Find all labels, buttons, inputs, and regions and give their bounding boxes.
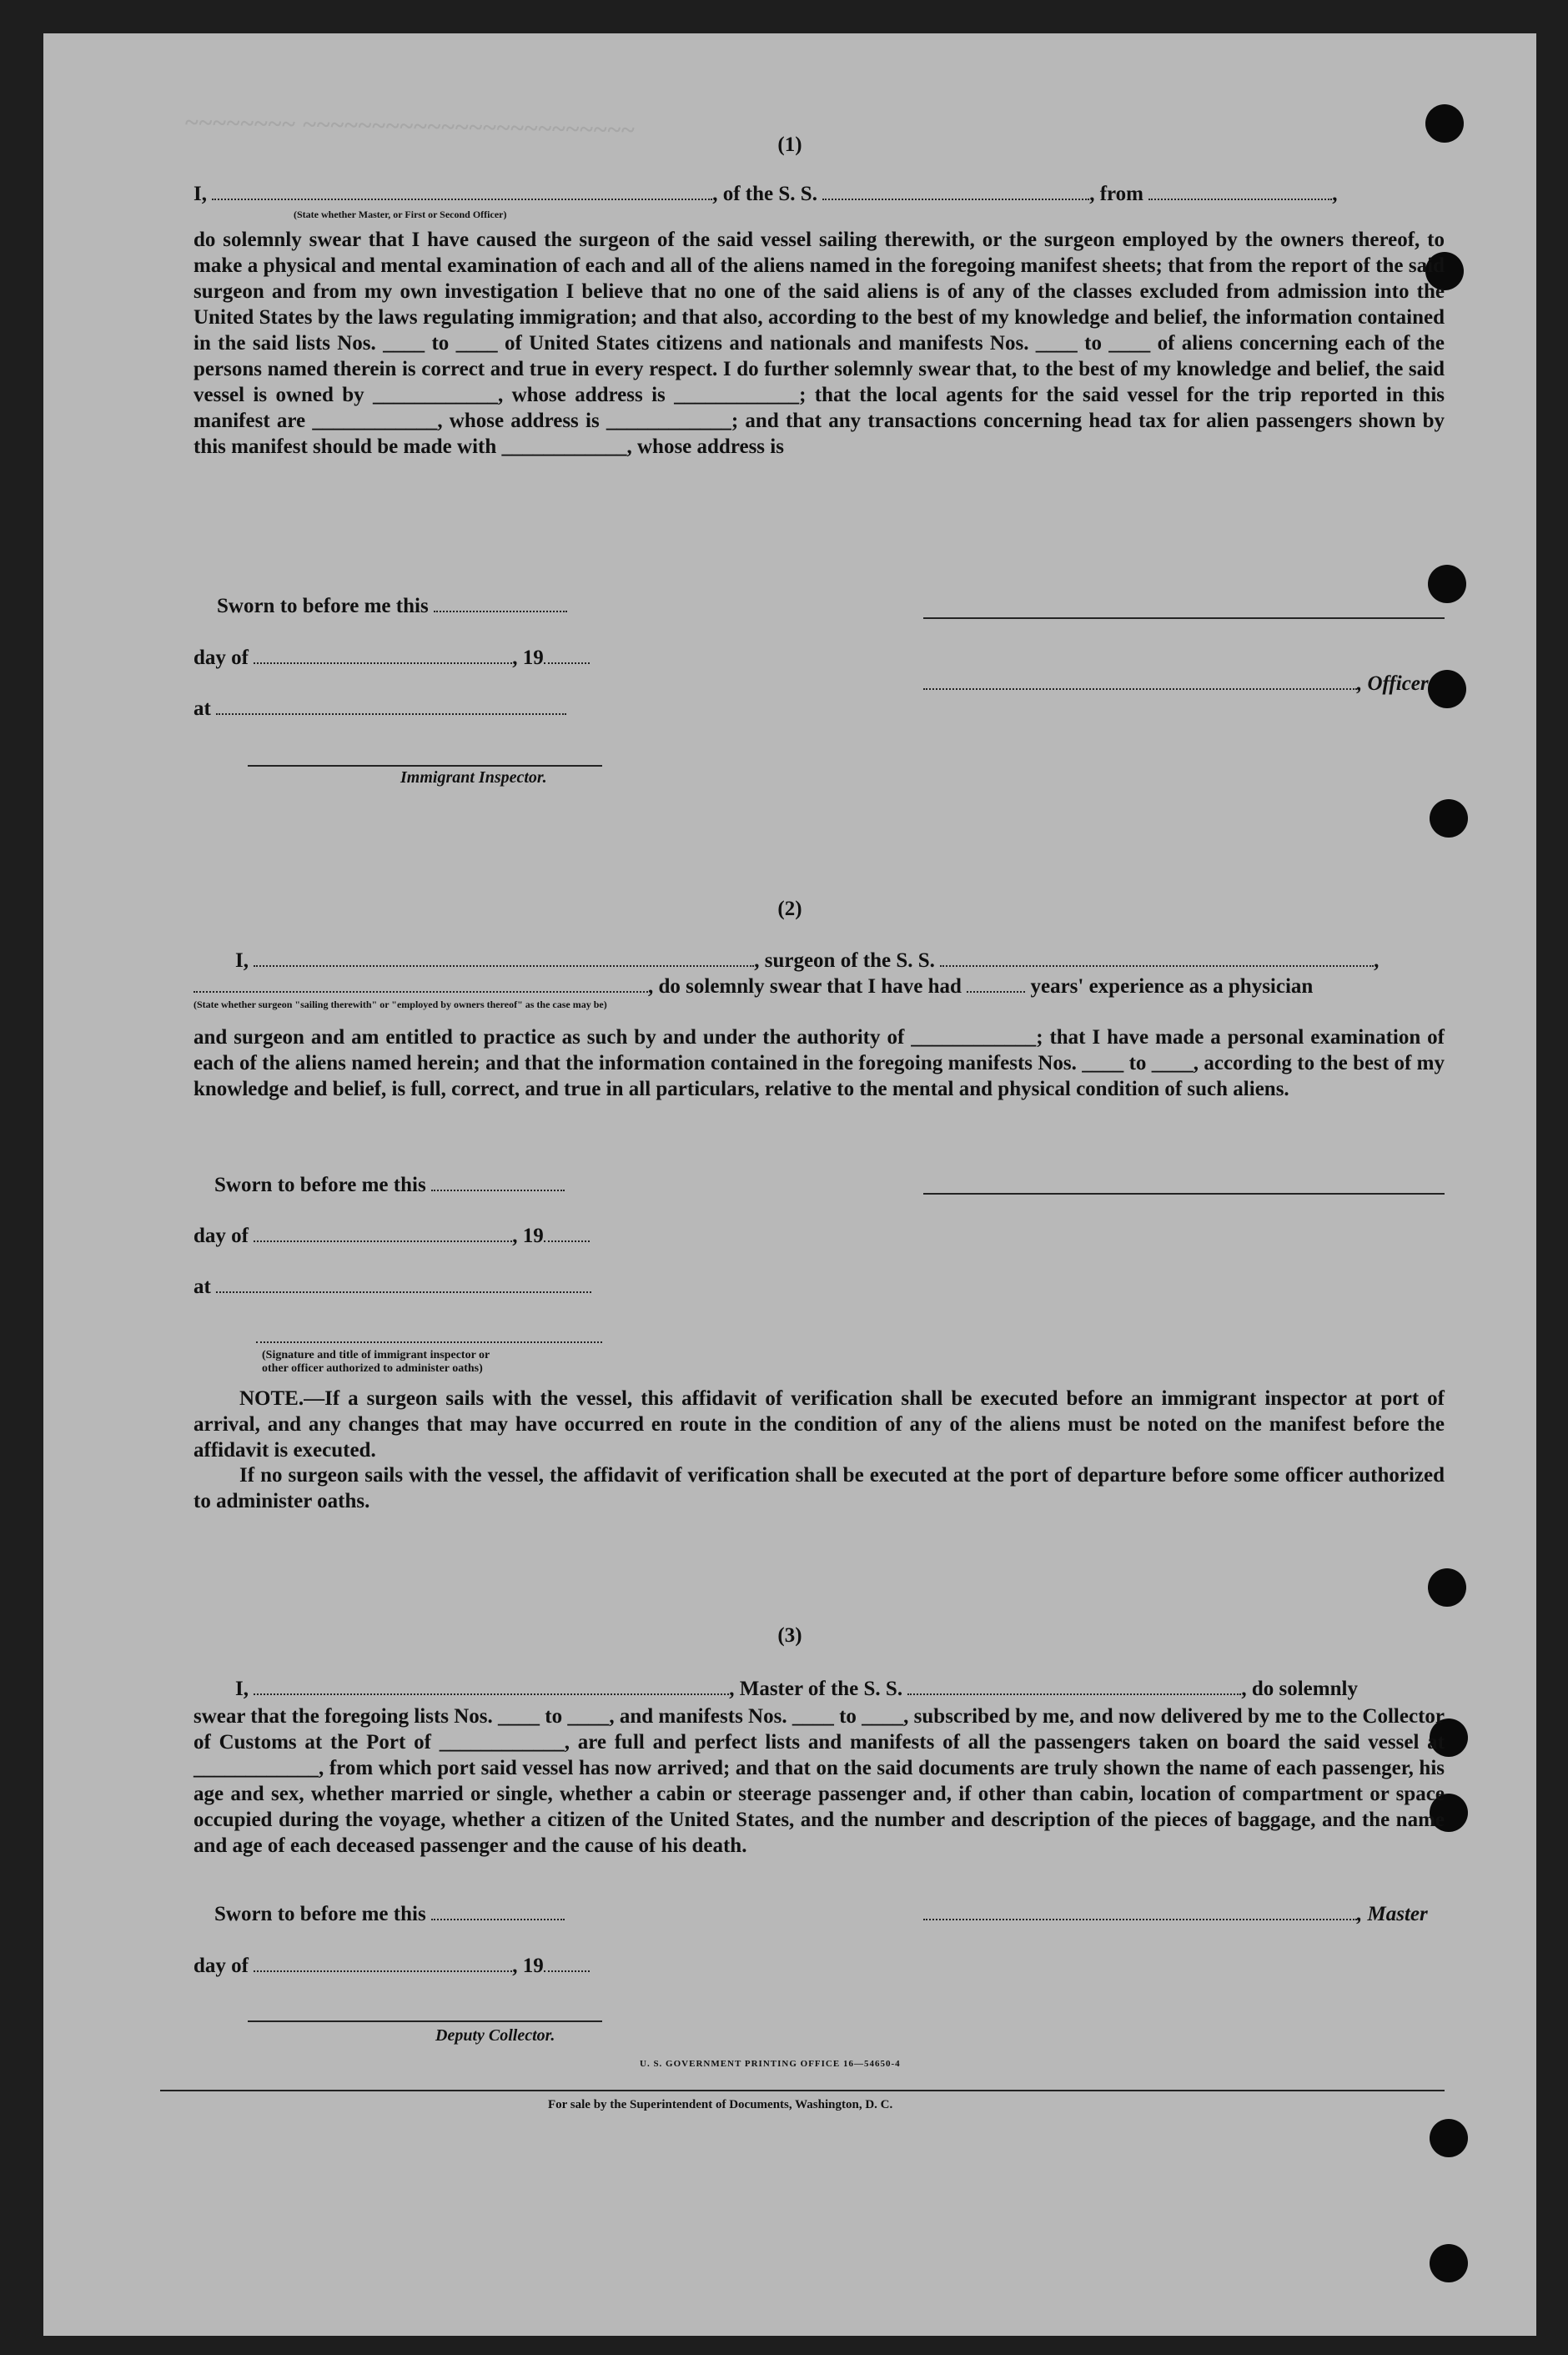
- day-blank[interactable]: [254, 1954, 512, 1972]
- section-2-body: and surgeon and am entitled to practice as such by and under the authority of ____________; that I have made a personal examination of each of the aliens named herein; and that the information contained in the foregoing manifests Nos. ____ to ____, according to the best of my knowledge and belief, is full, correct, and true in all particulars, relative to the mental and physical condition of such aliens.: [193, 1026, 1445, 1100]
- sale-notice: For sale by the Superintendent of Documents, Washington, D. C.: [548, 2098, 893, 2111]
- name-blank[interactable]: [212, 182, 712, 200]
- vessel-blank[interactable]: [940, 949, 1374, 967]
- at-blank[interactable]: [216, 697, 566, 715]
- section-1-body: do solemnly swear that I have caused the surgeon of the said vessel sailing therewith, or the surgeon employed by the owners thereof, to make a physical and mental examination of each and all of the aliens named in the foregoing manifest sheets; that from the report of the said surgeon and from my own investigation I believe that no one of the said aliens is of any of the classes excluded from admission into the United States by the laws regulating immigration; and that also, according to the best of my knowledge and belief, the information contained in the said lists Nos. ____ to ____ of United States citizens and nationals and manifests Nos. ____ to ____ of aliens concerning each of the persons named therein is correct and true in every respect. I do further solemnly swear that, to the best of my knowledge and belief, the said vessel is owned by ____________, whose address is ____________; that the local agents for the said vessel for the trip reported in this manifest are ____________, whose address is ____________; and that any transactions concerning head tax for alien passengers shown by this manifest should be made with ____________, whose address is: [193, 229, 1445, 458]
- day-of-line-1: day of , 19: [193, 646, 590, 670]
- note-paragraph-2: If no surgeon sails with the vessel, the affidavit of verification shall be executed at the port of departure before some officer authorized to administer oaths.: [193, 1464, 1445, 1512]
- officer-blank[interactable]: [923, 672, 1357, 690]
- binder-hole: [1430, 799, 1468, 838]
- note-paragraph-1: NOTE.—If a surgeon sails with the vessel, this affidavit of verification shall be executed before an immigrant inspector at port of arrival, and any changes that may have occurred en route in the condition of any of the aliens must be noted on the manifest before the affidavit is executed.: [193, 1387, 1445, 1462]
- section-2-number: (2): [777, 898, 802, 920]
- year-blank[interactable]: [544, 1954, 590, 1972]
- footer-rule: [160, 2090, 1445, 2091]
- year-blank[interactable]: [544, 646, 590, 664]
- binder-hole: [1428, 1568, 1466, 1607]
- surgeon-signature-line[interactable]: [923, 1193, 1445, 1195]
- collector-signature-line[interactable]: [248, 2020, 602, 2022]
- section-1-first-line: I, , of the S. S. , from ,: [193, 183, 1338, 205]
- sig-hint-1: (Signature and title of immigrant inspector or: [262, 1349, 490, 1361]
- sworn-date-blank[interactable]: [434, 594, 567, 612]
- bleed-through-text: ~~~~~~~~ ~~~~~~~~~~~~~~~~~~~~~~~~: [184, 108, 636, 144]
- years-blank[interactable]: [967, 974, 1025, 993]
- section-1-number: (1): [777, 133, 802, 156]
- text-i: I,: [193, 183, 207, 205]
- surgeon-type-blank[interactable]: [193, 974, 648, 993]
- gpo-imprint: U. S. GOVERNMENT PRINTING OFFICE 16—54650-4: [640, 2059, 901, 2069]
- inspector-signature-line[interactable]: [248, 765, 602, 767]
- inspector-caption: Immigrant Inspector.: [400, 768, 547, 787]
- master-signature-line: , Master: [923, 1902, 1428, 1926]
- binder-hole: [1428, 565, 1466, 603]
- binder-hole: [1430, 2244, 1468, 2282]
- sworn-line-3: Sworn to before me this: [214, 1902, 565, 1926]
- sworn-date-blank[interactable]: [431, 1902, 565, 1920]
- section-2-second-line: , do solemnly swear that I have had years' experience as a physician: [193, 974, 1445, 999]
- officer-line: , Officer: [923, 672, 1429, 696]
- day-blank[interactable]: [254, 1224, 512, 1242]
- collector-caption: Deputy Collector.: [435, 2026, 555, 2045]
- section-2-first-line: I, , surgeon of the S. S. ,: [235, 949, 1380, 972]
- sworn-line-2: Sworn to before me this: [214, 1173, 565, 1197]
- from-blank[interactable]: [1148, 182, 1332, 200]
- section-3-number: (3): [777, 1624, 802, 1647]
- binder-hole: [1430, 2119, 1468, 2157]
- vessel-blank[interactable]: [822, 182, 1089, 200]
- at-blank[interactable]: [216, 1275, 591, 1293]
- master-name-blank[interactable]: [254, 1677, 729, 1695]
- master-hint: (State whether Master, or First or Second Officer): [294, 209, 507, 220]
- surgeon-name-blank[interactable]: [254, 949, 754, 967]
- binder-hole: [1428, 670, 1466, 708]
- day-of-line-3: day of , 19: [193, 1954, 590, 1978]
- signature-line[interactable]: [923, 617, 1445, 619]
- sig-hint-2: other officer authorized to administer oaths): [262, 1362, 483, 1375]
- day-of-line-2: day of , 19: [193, 1224, 590, 1248]
- section-3-body: swear that the foregoing lists Nos. ____ to ____, and manifests Nos. ____ to ____, subscribed by me, and now delivered by me to the Collector of Customs at the Port of ____________, are full and perfect lists and manifests of all the passengers taken on board the said vessel at ____________, from which port said vessel has now arrived; and that on the said documents are truly shown the name of each passenger, his age and sex, whether married or single, whether a cabin or steerage passenger and, if other than cabin, location of compartment or space occupied during the voyage, whether a citizen of the United States, and the number and description of the pieces of baggage, and the name and age of each deceased passenger and the cause of his death.: [193, 1705, 1445, 1857]
- vessel-blank[interactable]: [907, 1677, 1241, 1695]
- day-blank[interactable]: [254, 646, 512, 664]
- surgeon-hint: (State whether surgeon "sailing therewith" or "employed by owners thereof" as the case may be): [193, 999, 607, 1010]
- manifest-page: [43, 33, 1536, 2336]
- at-line-2: at: [193, 1275, 591, 1299]
- oath-officer-signature-line[interactable]: [256, 1341, 602, 1343]
- master-signature-blank[interactable]: [923, 1902, 1357, 1920]
- text-of-ss: , of the S. S.: [712, 183, 817, 205]
- section-3-first-line: I, , Master of the S. S. , do solemnly: [235, 1678, 1358, 1700]
- year-blank[interactable]: [544, 1224, 590, 1242]
- text-from: , from: [1089, 183, 1143, 205]
- at-line-1: at: [193, 697, 566, 721]
- sworn-date-blank[interactable]: [431, 1173, 565, 1191]
- sworn-line-1: Sworn to before me this: [217, 594, 567, 618]
